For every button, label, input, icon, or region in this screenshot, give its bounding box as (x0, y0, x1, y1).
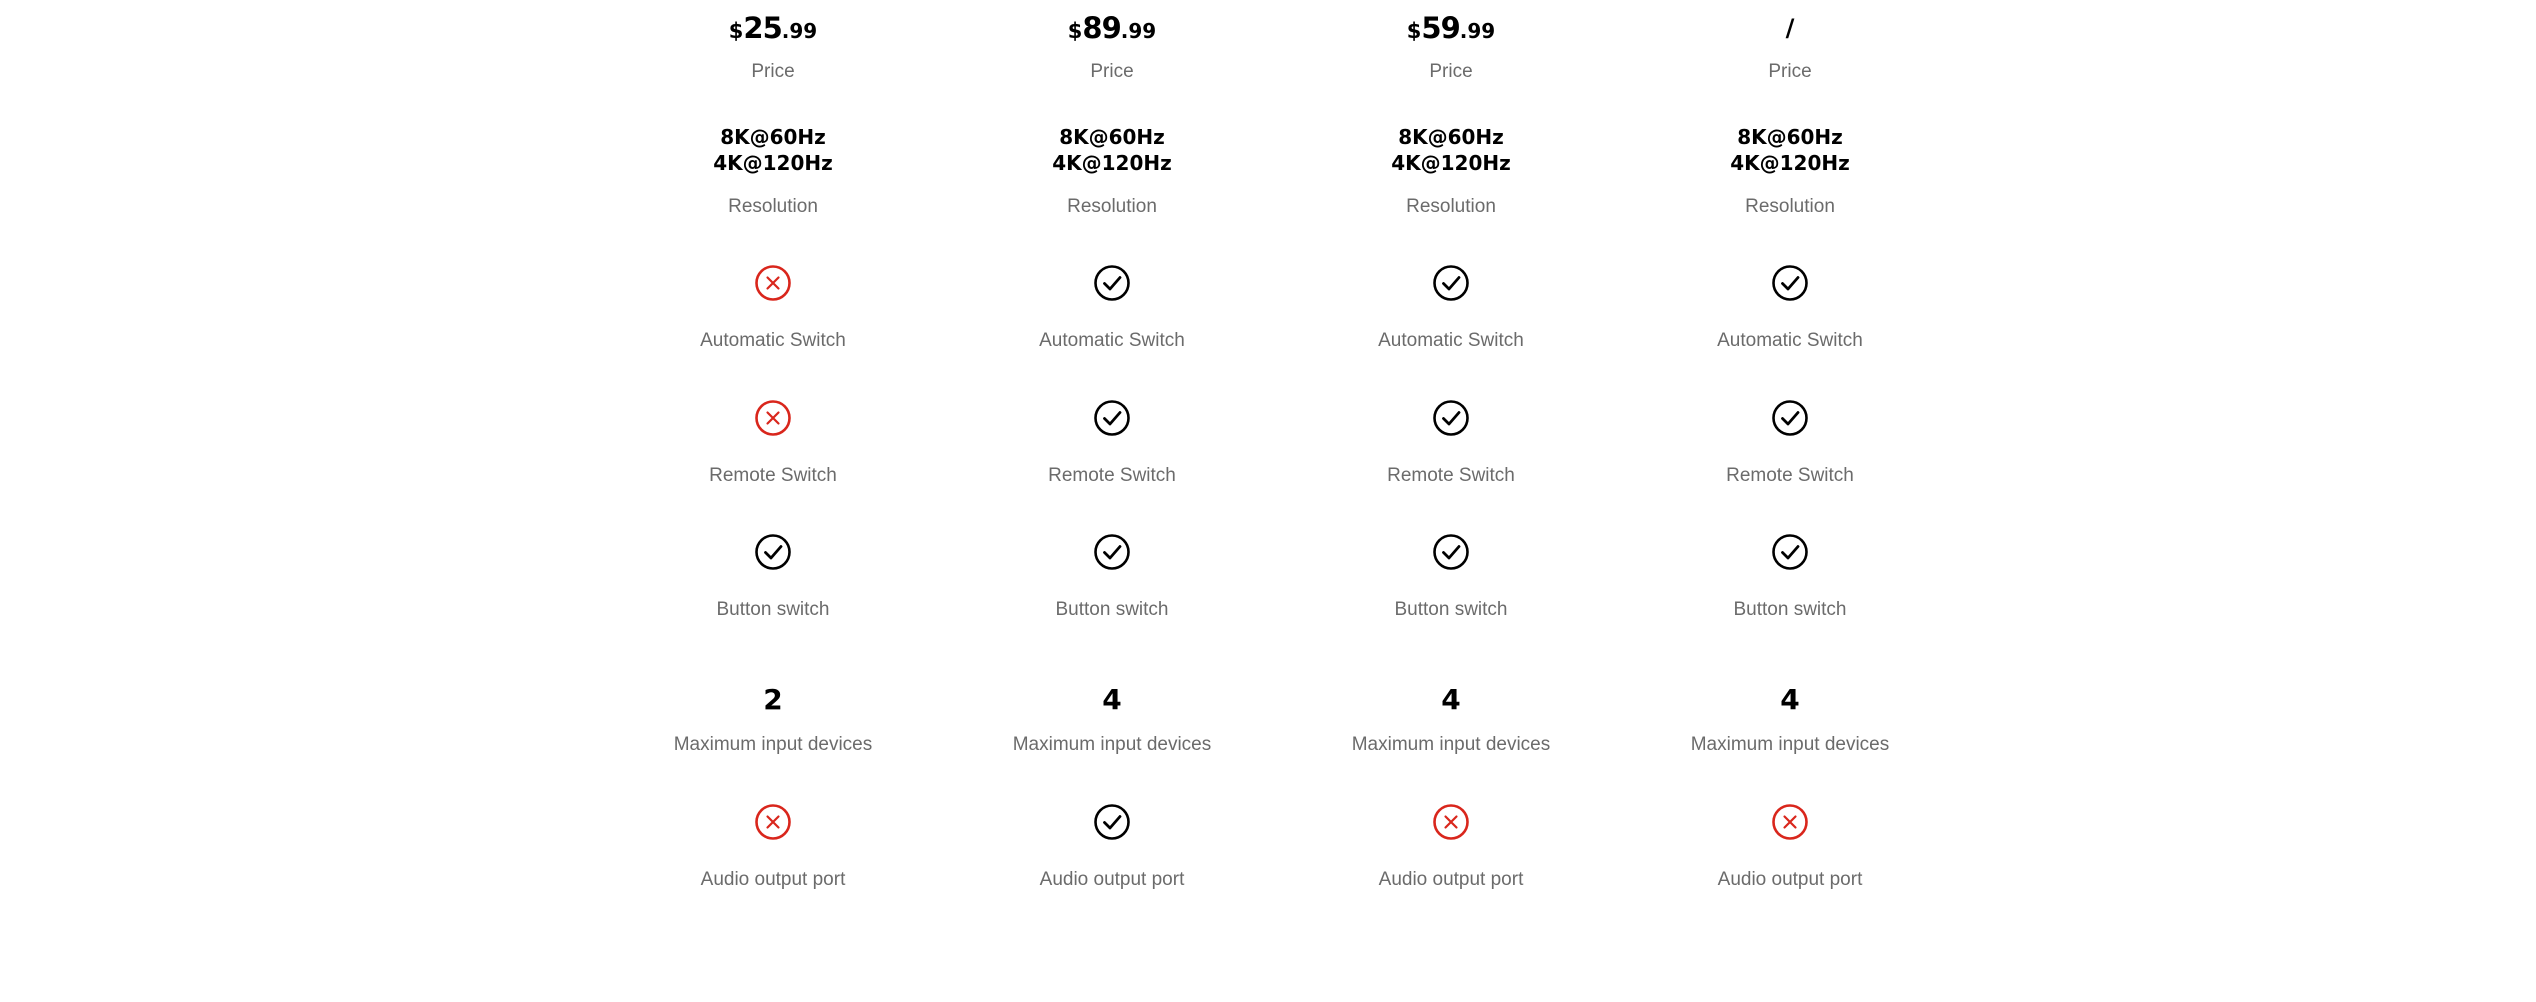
max-inputs-label: Maximum input devices (1351, 734, 1551, 755)
price-currency: $ (728, 19, 744, 43)
check-circle-icon (1432, 264, 1470, 302)
price-value (1281, 11, 1621, 50)
automatic-switch-value (1620, 264, 1960, 307)
check-circle-icon (1093, 803, 1131, 841)
audio-output-label: Audio output port (1717, 869, 1863, 890)
resolution-line: 4K@120Hz (1391, 151, 1511, 175)
resolution-line: 8K@60Hz (1737, 125, 1843, 149)
button-switch-label: Button switch (1055, 599, 1169, 620)
check-circle-icon (1771, 533, 1809, 571)
audio-output-value (1620, 803, 1960, 846)
price-whole: 25 (743, 11, 782, 45)
check-circle-icon (1771, 399, 1809, 437)
max-inputs-value: 4 (1441, 683, 1461, 716)
x-circle-icon (754, 803, 792, 841)
x-circle-icon (754, 264, 792, 302)
price-whole: 59 (1421, 11, 1460, 45)
remote-switch-label: Remote Switch (1048, 465, 1176, 486)
automatic-switch-value (1281, 264, 1621, 307)
product-column (1281, 0, 1621, 1002)
check-circle-icon (1093, 399, 1131, 437)
resolution-label: Resolution (1745, 196, 1835, 217)
price-value (1620, 11, 1960, 48)
check-circle-icon (1093, 533, 1131, 571)
check-circle-icon (1771, 264, 1809, 302)
max-inputs-value: 2 (763, 683, 783, 716)
max-inputs-label: Maximum input devices (1690, 734, 1890, 755)
automatic-switch-label: Automatic Switch (1378, 330, 1524, 351)
audio-output-value (603, 803, 943, 846)
resolution-label: Resolution (1406, 196, 1496, 217)
automatic-switch-label: Automatic Switch (700, 330, 846, 351)
check-circle-icon (1432, 399, 1470, 437)
remote-switch-value (1620, 399, 1960, 442)
resolution-value (942, 124, 1282, 176)
max-inputs-value: 4 (1102, 683, 1122, 716)
audio-output-label: Audio output port (1378, 869, 1524, 890)
price-currency: $ (1067, 19, 1083, 43)
remote-switch-value (942, 399, 1282, 442)
audio-output-label: Audio output port (1039, 869, 1185, 890)
button-switch-label: Button switch (1733, 599, 1847, 620)
check-circle-icon (754, 533, 792, 571)
resolution-line: 8K@60Hz (1398, 125, 1504, 149)
x-circle-icon (1432, 803, 1470, 841)
automatic-switch-label: Automatic Switch (1717, 330, 1863, 351)
button-switch-value (1620, 533, 1960, 576)
resolution-value (603, 124, 943, 176)
check-circle-icon (1093, 264, 1131, 302)
resolution-line: 4K@120Hz (1730, 151, 1850, 175)
audio-output-value (942, 803, 1282, 846)
product-column (603, 0, 943, 1002)
price-cents: .99 (1459, 19, 1496, 43)
price-cents: .99 (781, 19, 818, 43)
max-inputs-label: Maximum input devices (1012, 734, 1212, 755)
automatic-switch-value (942, 264, 1282, 307)
remote-switch-label: Remote Switch (1387, 465, 1515, 486)
resolution-label: Resolution (728, 196, 818, 217)
resolution-line: 8K@60Hz (1059, 125, 1165, 149)
button-switch-label: Button switch (716, 599, 830, 620)
price-whole: 89 (1082, 11, 1121, 45)
remote-switch-label: Remote Switch (1726, 465, 1854, 486)
button-switch-value (603, 533, 943, 576)
audio-output-value (1281, 803, 1621, 846)
resolution-line: 8K@60Hz (720, 125, 826, 149)
x-circle-icon (1771, 803, 1809, 841)
price-unavailable: / (1785, 14, 1795, 42)
price-value (942, 11, 1282, 50)
remote-switch-value (603, 399, 943, 442)
max-inputs-value: 4 (1780, 683, 1800, 716)
automatic-switch-label: Automatic Switch (1039, 330, 1185, 351)
product-column (1620, 0, 1960, 1002)
button-switch-label: Button switch (1394, 599, 1508, 620)
button-switch-value (942, 533, 1282, 576)
remote-switch-value (1281, 399, 1621, 442)
x-circle-icon (754, 399, 792, 437)
resolution-line: 4K@120Hz (1052, 151, 1172, 175)
audio-output-label: Audio output port (700, 869, 846, 890)
price-value (603, 11, 943, 50)
resolution-label: Resolution (1067, 196, 1157, 217)
remote-switch-label: Remote Switch (709, 465, 837, 486)
max-inputs-label: Maximum input devices (673, 734, 873, 755)
price-label: Price (1768, 61, 1812, 82)
price-label: Price (1429, 61, 1473, 82)
check-circle-icon (1432, 533, 1470, 571)
price-label: Price (1090, 61, 1134, 82)
product-column (942, 0, 1282, 1002)
resolution-value (1620, 124, 1960, 176)
price-cents: .99 (1120, 19, 1157, 43)
resolution-line: 4K@120Hz (713, 151, 833, 175)
automatic-switch-value (603, 264, 943, 307)
resolution-value (1281, 124, 1621, 176)
button-switch-value (1281, 533, 1621, 576)
price-currency: $ (1406, 19, 1422, 43)
price-label: Price (751, 61, 795, 82)
